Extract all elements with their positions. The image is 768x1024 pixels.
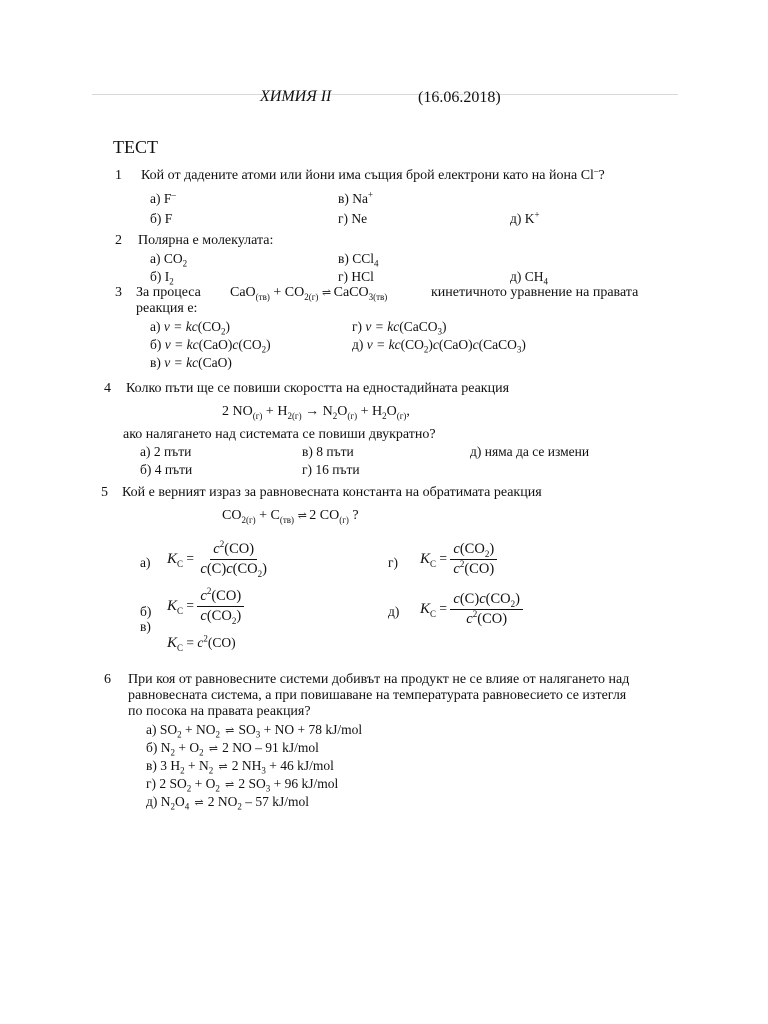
- q3-option-d: д) $v = kc(CO_2)c(CaO)c(CaCO_3)$: [352, 337, 526, 355]
- q5-option-v-label: в): [140, 619, 151, 634]
- q4-option-g: г) 16 пъти: [302, 462, 360, 477]
- q6-option-b: б) $N_2 + O_2$ ⇌ 2 NO – 91 kJ/mol: [146, 740, 319, 758]
- q6-option-g: г) 2 $SO_2 + O_2$ ⇌ 2 $SO_3 + 96$ kJ/mol: [146, 776, 339, 794]
- q1-option-a: а) F–: [150, 189, 176, 206]
- q5-number: 5: [101, 485, 108, 500]
- equilibrium-arrow-icon: ⇌: [223, 725, 236, 737]
- q2-option-v: в) CCl$_4$: [338, 251, 379, 269]
- equilibrium-arrow-icon: ⇌: [207, 743, 219, 755]
- q1-option-b: б) F: [150, 211, 173, 226]
- q4-option-a: а) 2 пъти: [140, 444, 192, 459]
- q4-equation: 2 $NO_{(г)} + H_{2(г)} \to N_2O_{(г)} + H_2O_{(г)}$,: [222, 404, 410, 421]
- q2-number: 2: [115, 233, 122, 248]
- q3-process-equation: $CaO_{(тв)} + CO_{2(г)}$ ⇌ CaCO$_{3(тв)}$: [230, 285, 388, 302]
- q1-text: Кой от дадените атоми или йони има същия брой електрони като на йона Cl–?: [141, 165, 605, 183]
- q3-text: За процеса: [136, 285, 201, 300]
- q2-text: Полярна е молекулата:: [138, 233, 274, 248]
- q5-option-a-label: а): [140, 555, 151, 570]
- q4-text-line2: ако налягането над системата се повиши двукратно?: [123, 427, 436, 442]
- q6-number: 6: [104, 672, 111, 687]
- q4-number: 4: [104, 381, 111, 396]
- q4-text: Колко пъти ще се повиши скоростта на едностадийната реакция: [126, 381, 510, 396]
- subject-title: ХИМИЯ II: [260, 88, 332, 105]
- q5-option-b-label: б): [140, 604, 152, 619]
- q3-option-b: б) $v = kc(CaO)c(CO_2)$: [150, 337, 271, 355]
- q5-option-g-label: г): [388, 555, 399, 570]
- q5-option-d-formula: $K_C$ = $\frac{c(C)c(CO_2)}{c^2(CO)}$: [420, 591, 523, 628]
- q3-text-line2: реакция е:: [136, 301, 198, 316]
- q5-option-d-label: д): [388, 604, 400, 619]
- q5-option-g-formula: $K_C$ = $\frac{c(CO_2)}{c^2(CO)}$: [420, 541, 497, 578]
- q5-option-a-formula: $K_C$ = $\frac{c^2(CO)}{c(C)c(CO_2)}$: [167, 539, 267, 579]
- q1-option-v: в) Na+: [338, 189, 374, 206]
- header-rule: [92, 94, 678, 95]
- q3-option-v: в) v = kc(CaO): [150, 355, 232, 370]
- test-heading: ТЕСТ: [113, 137, 158, 157]
- q5-option-b-formula: $K_C$ = $\frac{c^2(CO)}{c(CO_2)}$: [167, 588, 244, 625]
- q4-option-b: б) 4 пъти: [140, 462, 193, 477]
- q4-option-v: в) 8 пъти: [302, 444, 354, 459]
- q1-option-d: д) K+: [510, 209, 540, 226]
- q6-text-line1: При коя от равновесните системи добивът на продукт не се влияе от налягането над: [128, 672, 630, 687]
- exam-date: (16.06.2018): [418, 89, 501, 106]
- q3-text-cont: кинетичното уравнение на правата: [431, 285, 639, 300]
- q3-option-g: г) v = kc(CaCO$_3$): [352, 319, 447, 337]
- q6-text-line3: по посока на правата реакция?: [128, 704, 311, 719]
- q2-option-b: б) $I_2$: [150, 269, 174, 287]
- equilibrium-arrow-icon: ⇌: [297, 510, 306, 522]
- q1-number: 1: [115, 168, 122, 183]
- q1-option-g: г) Ne: [338, 211, 368, 226]
- equilibrium-arrow-icon: ⇌: [321, 287, 331, 299]
- equilibrium-arrow-icon: ⇌: [223, 779, 236, 791]
- q4-option-d: д) няма да се измени: [470, 444, 590, 459]
- q6-option-a: а) $SO_2 + NO_2$ ⇌ $SO_3$ + NO + 78 kJ/mol: [146, 722, 363, 740]
- q5-text: Кой е верният израз за равновесната константа на обратимата реакция: [122, 485, 542, 500]
- q2-option-d: д) $CH_4$: [510, 269, 548, 287]
- q6-option-d: д) $N_2O_4$ ⇌ 2 $NO_2 - 57$ kJ/mol: [146, 794, 309, 812]
- q6-option-v: в) 3 $H_2 + N_2$ ⇌ 2 $NH_3 + 46$ kJ/mol: [146, 758, 334, 776]
- equilibrium-arrow-icon: ⇌: [216, 761, 229, 773]
- q3-option-a: а) $v = kc(CO_2)$: [150, 319, 230, 337]
- q5-equation: $CO_{2(г)} + C_{(тв)}$ ⇌ 2 $CO_{(г)}$ ?: [222, 508, 359, 525]
- q2-option-g: г) HCl: [338, 269, 374, 284]
- q5-option-v-formula: $K_C = c^2(CO)$: [167, 633, 236, 654]
- q2-option-a: а) $CO_2$: [150, 251, 188, 269]
- q6-text-line2: равновесната система, а при повишаване на температурата равновесието се изтегля: [128, 688, 627, 703]
- q3-number: 3: [115, 285, 122, 300]
- equilibrium-arrow-icon: ⇌: [192, 797, 205, 809]
